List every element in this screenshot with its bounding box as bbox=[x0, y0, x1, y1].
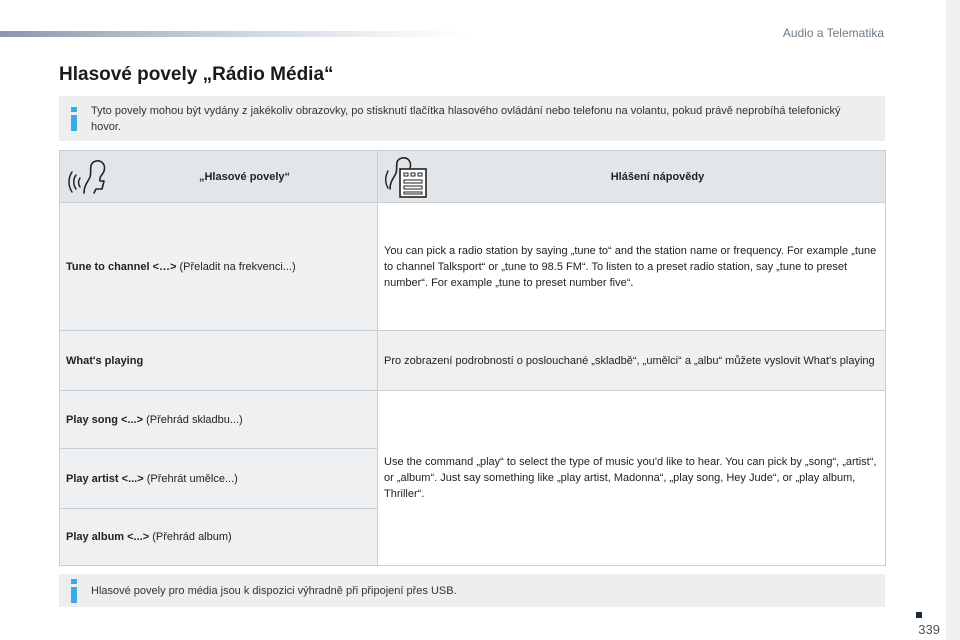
command-name: What's playing bbox=[66, 354, 144, 367]
command-cell bbox=[60, 203, 378, 331]
command-cell bbox=[60, 509, 378, 566]
info-icon bbox=[71, 579, 77, 603]
table-row bbox=[60, 331, 886, 391]
command-translation: (Přehrád album) bbox=[149, 531, 232, 543]
info-icon bbox=[71, 107, 77, 131]
command-name: Play artist <...> bbox=[66, 472, 144, 485]
command-name: Tune to channel <…> bbox=[66, 260, 177, 273]
intro-note-text: Tyto povely mohou být vydány z jakékoliv obrazovky, po stisknutí tlačítka hlasového ovládání nebo telefonu na volantu, pokud právě neprobíhá telefonický hovor. bbox=[91, 104, 841, 133]
usb-note-box bbox=[59, 574, 885, 607]
section-label: Audio a Telematika bbox=[782, 26, 884, 40]
page-edge-strip bbox=[946, 0, 960, 640]
command-cell bbox=[60, 449, 378, 509]
responses-header-label: Hlášení nápovědy bbox=[610, 170, 705, 183]
page-title: Hlasové povely „Rádio Média“ bbox=[59, 64, 334, 85]
command-cell bbox=[60, 391, 378, 449]
help-message-icon bbox=[384, 155, 430, 199]
usb-note-text: Hlasové povely pro média jsou k dispozici výhradně při připojení přes USB. bbox=[91, 584, 457, 597]
table-row bbox=[60, 203, 886, 331]
command-translation: (Přeladit na frekvenci...) bbox=[176, 260, 296, 273]
commands-header-label: „Hlasové povely“ bbox=[198, 170, 291, 183]
table-row bbox=[60, 391, 886, 449]
page-marker bbox=[916, 612, 922, 618]
command-translation: (Přehrát umělce...) bbox=[143, 472, 238, 485]
commands-column-header bbox=[60, 151, 378, 203]
response-cell: You can pick a radio station by saying „tune to“ and the station name or frequency. For example „tune to channel Talksport“ or „tune to 98.5 FM“. To listen to a preset radio station, say „tune to preset number“. For example „tune to preset number five“. bbox=[378, 203, 886, 331]
table-header-row bbox=[60, 151, 886, 203]
voice-commands-table bbox=[59, 150, 886, 566]
voice-command-icon bbox=[66, 155, 112, 199]
response-cell: Pro zobrazení podrobností o poslouchané „skladbě“, „umělci“ a „albu“ můžete vyslovit What's playing bbox=[378, 331, 886, 391]
intro-note-box bbox=[59, 96, 885, 141]
page-number: 339 bbox=[918, 622, 940, 637]
shared-response-cell: Use the command „play“ to select the type of music you'd like to hear. You can pick by „song“, „artist“, or „album“. Just say something like „play artist, Madonna“, „play song, Hey Jude“, or „play album, Thriller“. bbox=[378, 391, 886, 566]
command-cell bbox=[60, 331, 378, 391]
header-accent-bar bbox=[0, 31, 470, 37]
command-translation: (Přehrád skladbu...) bbox=[143, 413, 243, 426]
command-name: Play song <...> bbox=[66, 413, 144, 426]
command-name: Play album <...> bbox=[66, 531, 150, 543]
responses-column-header bbox=[378, 151, 886, 203]
